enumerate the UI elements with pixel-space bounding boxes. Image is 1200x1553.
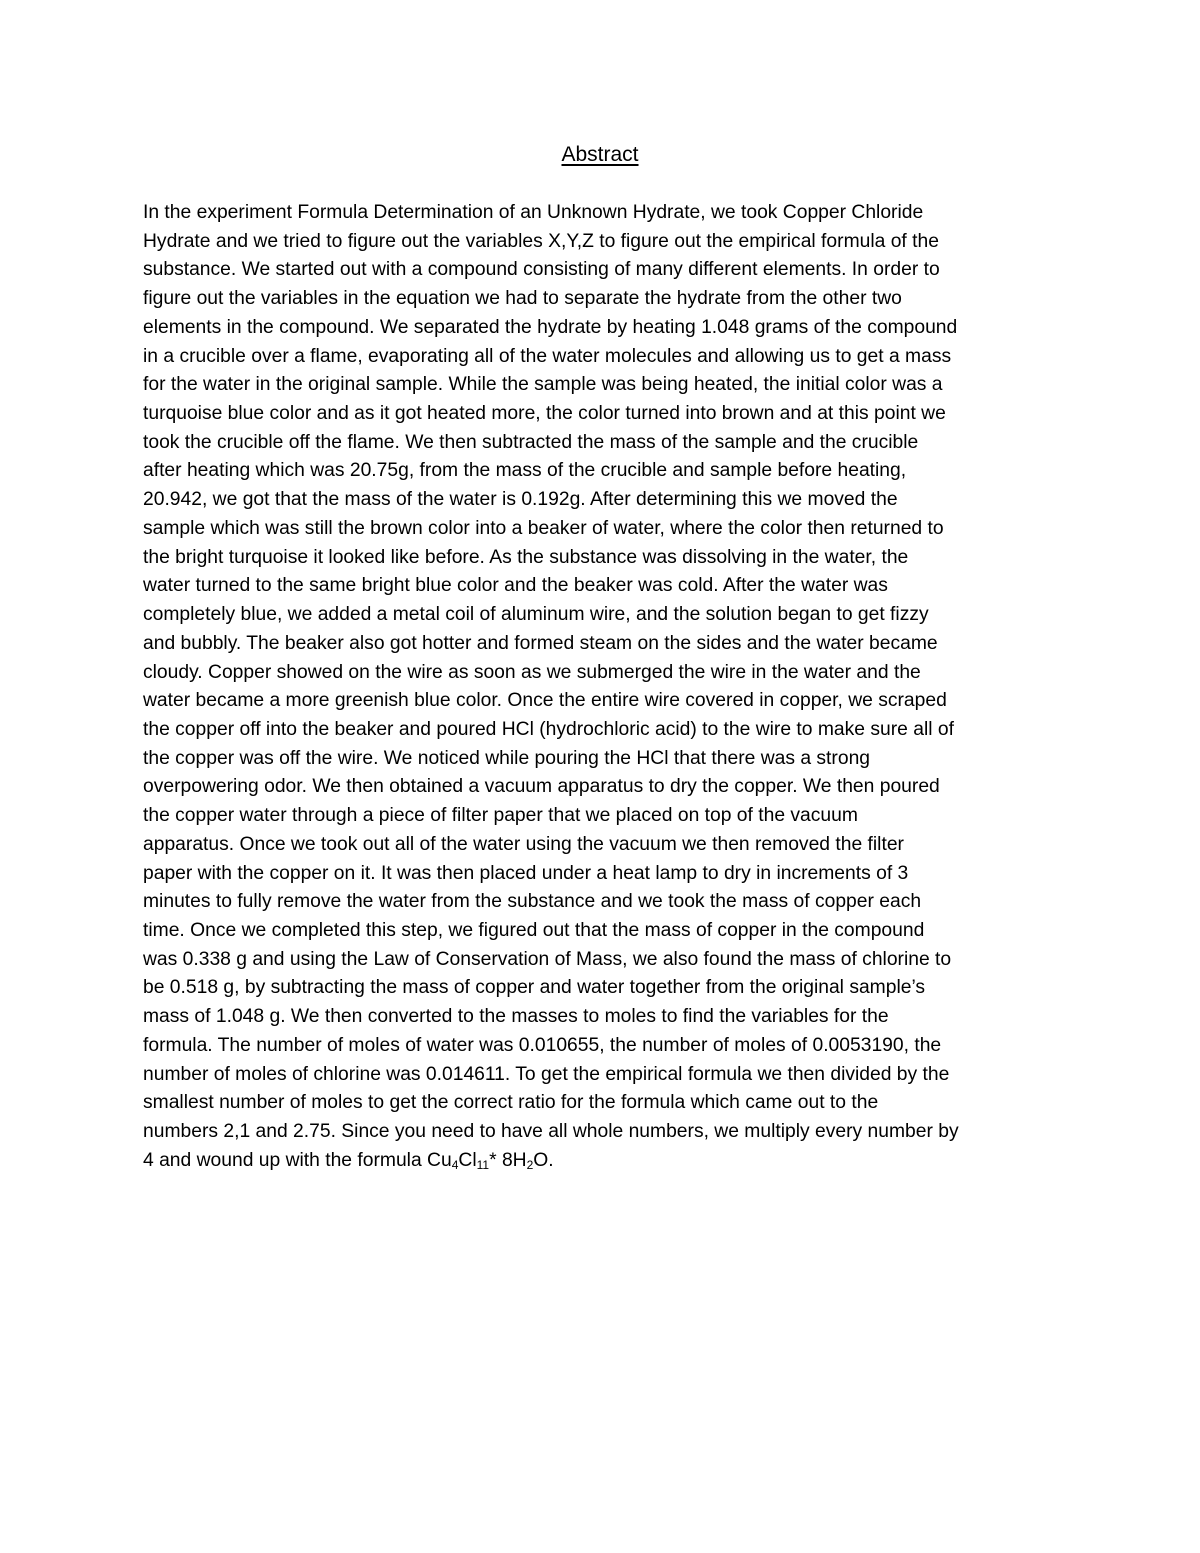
body-line: paper with the copper on it. It was then placed under a heat lamp to dry in increments of 3 <box>143 862 909 884</box>
cu-subscript: 4 <box>451 1157 459 1172</box>
body-line: and bubbly. The beaker also got hotter and formed steam on the sides and the water became <box>143 632 938 654</box>
body-line: formula. The number of moles of water was 0.010655, the number of moles of 0.0053190, the <box>143 1034 942 1056</box>
body-line: cloudy. Copper showed on the wire as soon as we submerged the wire in the water and the <box>143 661 921 683</box>
body-line: numbers 2,1 and 2.75. Since you need to have all whole numbers, we multiply every number by <box>143 1121 959 1142</box>
body-line: after heating which was 20.75g, from the mass of the crucible and sample before heating, <box>143 460 907 482</box>
body-line: the copper off into the beaker and poured HCl (hydrochloric acid) to the wire to make sure all of <box>143 718 954 740</box>
body-line: 20.942, we got that the mass of the water is 0.192g. After determining this we moved the <box>143 489 898 511</box>
body-line: apparatus. Once we took out all of the water using the vacuum we then removed the filter <box>143 833 904 855</box>
body-line: minutes to fully remove the water from the substance and we took the mass of copper each <box>143 891 922 913</box>
body-line: be 0.518 g, by subtracting the mass of copper and water together from the original sample’s <box>143 977 926 999</box>
formula-prefix: 4 and wound up with the formula Cu <box>143 1149 452 1171</box>
h-subscript: 2 <box>526 1157 534 1172</box>
body-line: smallest number of moles to get the correct ratio for the formula which came out to the <box>143 1092 879 1114</box>
chlorine-symbol: Cl <box>458 1149 477 1171</box>
body-line: sample which was still the brown color into a beaker of water, where the color then returned to <box>143 517 944 539</box>
body-line: took the crucible off the flame. We then subtracted the mass of the sample and the crucible <box>143 431 919 453</box>
final-formula-line <box>143 1147 1068 1176</box>
abstract-body <box>143 199 1068 1175</box>
body-line: the bright turquoise it looked like before. As the substance was dissolving in the water, the <box>143 546 909 568</box>
body-line: In the experiment Formula Determination of an Unknown Hydrate, we took Copper Chloride <box>143 202 924 223</box>
formula-water-part: * 8H <box>489 1149 527 1171</box>
body-line: water turned to the same bright blue color and the beaker was cold. After the water was <box>143 575 888 597</box>
body-line: mass of 1.048 g. We then converted to the masses to moles to find the variables for the <box>143 1006 889 1028</box>
body-line: for the water in the original sample. While the sample was being heated, the initial color was a <box>143 374 943 396</box>
formula-suffix: O. <box>533 1149 554 1171</box>
body-line: elements in the compound. We separated the hydrate by heating 1.048 grams of the compound <box>143 316 958 338</box>
body-line: time. Once we completed this step, we figured out that the mass of copper in the compound <box>143 919 925 941</box>
body-line: was 0.338 g and using the Law of Conservation of Mass, we also found the mass of chlorine to <box>143 948 952 970</box>
body-line: completely blue, we added a metal coil of aluminum wire, and the solution began to get fizzy <box>143 604 929 626</box>
body-line: number of moles of chlorine was 0.014611. To get the empirical formula we then divided by the <box>143 1063 950 1085</box>
body-line: figure out the variables in the equation we had to separate the hydrate from the other two <box>143 288 902 310</box>
body-line: substance. We started out with a compound consisting of many different elements. In order to <box>143 259 940 281</box>
body-line: turquoise blue color and as it got heated more, the color turned into brown and at this point we <box>143 403 946 425</box>
cl-subscript: 11 <box>476 1157 490 1172</box>
body-line: overpowering odor. We then obtained a vacuum apparatus to dry the copper. We then poured <box>143 776 940 798</box>
body-line: the copper was off the wire. We noticed while pouring the HCl that there was a strong <box>143 747 871 769</box>
body-line: in a crucible over a flame, evaporating all of the water molecules and allowing us to get a mass <box>143 345 952 367</box>
abstract-heading: Abstract <box>561 143 639 166</box>
body-line: water became a more greenish blue color. Once the entire wire covered in copper, we scraped <box>143 690 947 712</box>
body-line: Hydrate and we tried to figure out the variables X,Y,Z to figure out the empirical formula of the <box>143 230 939 252</box>
body-line: the copper water through a piece of filter paper that we placed on top of the vacuum <box>143 805 858 827</box>
